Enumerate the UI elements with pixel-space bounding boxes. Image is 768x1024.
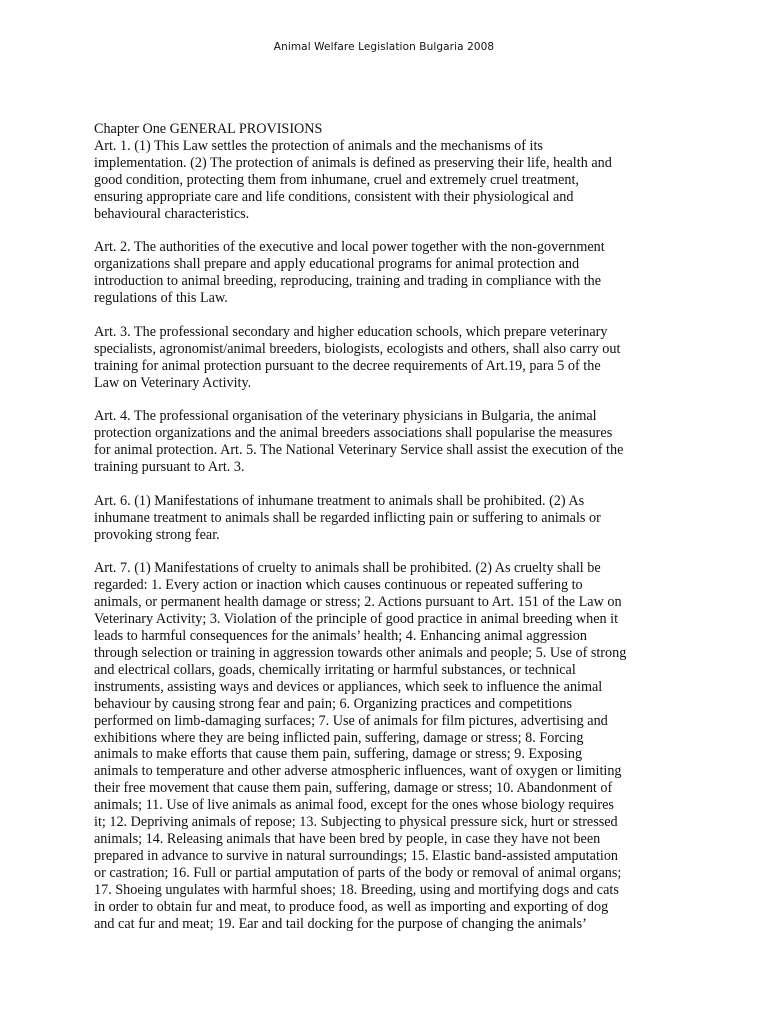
text-line: Chapter One GENERAL PROVISIONS	[94, 121, 323, 137]
text-line: specialists, agronomist/animal breeders, biologists, ecologists and others, shall also carry out	[94, 340, 621, 357]
text-line: their free movement that cause them pain, suffering, damage or stress; 10. Abandonment of	[94, 780, 613, 797]
text-line: prepared in advance to survive in natural surroundings; 15. Elastic band-assisted amputation	[94, 847, 619, 864]
text-line: and cat fur and meat; 19. Ear and tail docking for the purpose of changing the animals’	[94, 915, 587, 932]
text-line: good condition, protecting them from inhumane, cruel and extremely cruel treatment,	[94, 171, 579, 188]
text-line: regarded: 1. Every action or inaction which causes continuous or repeated suffering to	[94, 577, 583, 594]
text-line: protection organizations and the animal breeders associations shall popularise the measures	[94, 425, 613, 442]
text-line: through selection or training in aggression towards other animals and people; 5. Use of strong	[94, 645, 627, 662]
text-line: animals, or permanent health damage or stress; 2. Actions pursuant to Art. 151 of the Law on	[94, 594, 622, 611]
text-line: Art. 3. The professional secondary and higher education schools, which prepare veterinary	[94, 323, 608, 340]
text-line: and electrical collars, goads, chemically irritating or harmful substances, or technical	[94, 661, 576, 678]
text-line: 17. Shoeing ungulates with harmful shoes; 18. Breeding, using and mortifying dogs and cats	[94, 881, 619, 898]
text-line: provoking strong fear.	[94, 526, 220, 543]
text-line: Art. 6. (1) Manifestations of inhumane treatment to animals shall be prohibited. (2) As	[94, 492, 585, 509]
text-line: animals; 11. Use of live animals as animal food, except for the ones whose biology requires	[94, 797, 614, 814]
text-line: instruments, assisting ways and devices or appliances, which seek to influence the animal	[94, 678, 603, 695]
text-line: implementation. (2) The protection of animals is defined as preserving their life, health and	[94, 154, 612, 171]
paragraph	[94, 493, 676, 544]
paragraph	[94, 560, 676, 932]
text-line: Law on Veterinary Activity.	[94, 374, 252, 391]
text-line: ensuring appropriate care and life conditions, consistent with their physiological and	[94, 188, 574, 205]
paragraph	[94, 239, 676, 307]
text-line: organizations shall prepare and apply educational programs for animal protection and	[94, 256, 580, 273]
paragraph	[94, 324, 676, 392]
text-line: exhibitions where they are being inflicted pain, suffering, damage or stress; 8. Forcing	[94, 729, 584, 746]
text-line: regulations of this Law.	[94, 290, 228, 307]
text-line: Art. 4. The professional organisation of the veterinary physicians in Bulgaria, the animal	[94, 408, 597, 425]
page-header-title: Animal Welfare Legislation Bulgaria 2008	[273, 41, 495, 53]
text-line: training for animal protection pursuant to the decree requirements of Art.19, para 5 of the	[94, 357, 601, 374]
text-line: Art. 2. The authorities of the executive and local power together with the non-government	[94, 239, 605, 256]
text-line: behaviour by causing strong fear and pain; 6. Organizing practices and competitions	[94, 695, 573, 712]
paragraph	[94, 408, 676, 476]
text-line: it; 12. Depriving animals of repose; 13. Subjecting to physical pressure sick, hurt or stressed	[94, 814, 618, 831]
text-line: leads to harmful consequences for the animals’ health; 4. Enhancing animal aggression	[94, 628, 587, 645]
document-body	[94, 121, 676, 949]
paragraph	[94, 121, 676, 222]
text-line: animals to temperature and other adverse atmospheric influences, want of oxygen or limiting	[94, 763, 622, 780]
text-line: behavioural characteristics.	[94, 205, 250, 222]
text-line: Veterinary Activity; 3. Violation of the principle of good practice in animal breeding when it	[94, 611, 619, 628]
text-line: or castration; 16. Full or partial amputation of parts of the body or removal of animal organs;	[94, 864, 622, 881]
text-line: inhumane treatment to animals shall be regarded inflicting pain or suffering to animals or	[94, 509, 601, 526]
text-line: Art. 1. (1) This Law settles the protection of animals and the mechanisms of its	[94, 137, 543, 154]
text-line: animals; 14. Releasing animals that have been bred by people, in case they have not been	[94, 830, 601, 847]
text-line: in order to obtain fur and meat, to produce food, as well as importing and exporting of dog	[94, 898, 609, 915]
text-line: for animal protection. Art. 5. The National Veterinary Service shall assist the execution of the	[94, 442, 624, 459]
text-line: introduction to animal breeding, reproducing, training and trading in compliance with the	[94, 273, 602, 290]
text-line: animals to make efforts that cause them pain, suffering, damage or stress; 9. Exposing	[94, 746, 583, 763]
text-line: Art. 7. (1) Manifestations of cruelty to animals shall be prohibited. (2) As cruelty shall be	[94, 560, 601, 577]
text-line: performed on limb-damaging surfaces; 7. Use of animals for film pictures, advertising and	[94, 712, 608, 729]
text-line: training pursuant to Art. 3.	[94, 459, 245, 476]
